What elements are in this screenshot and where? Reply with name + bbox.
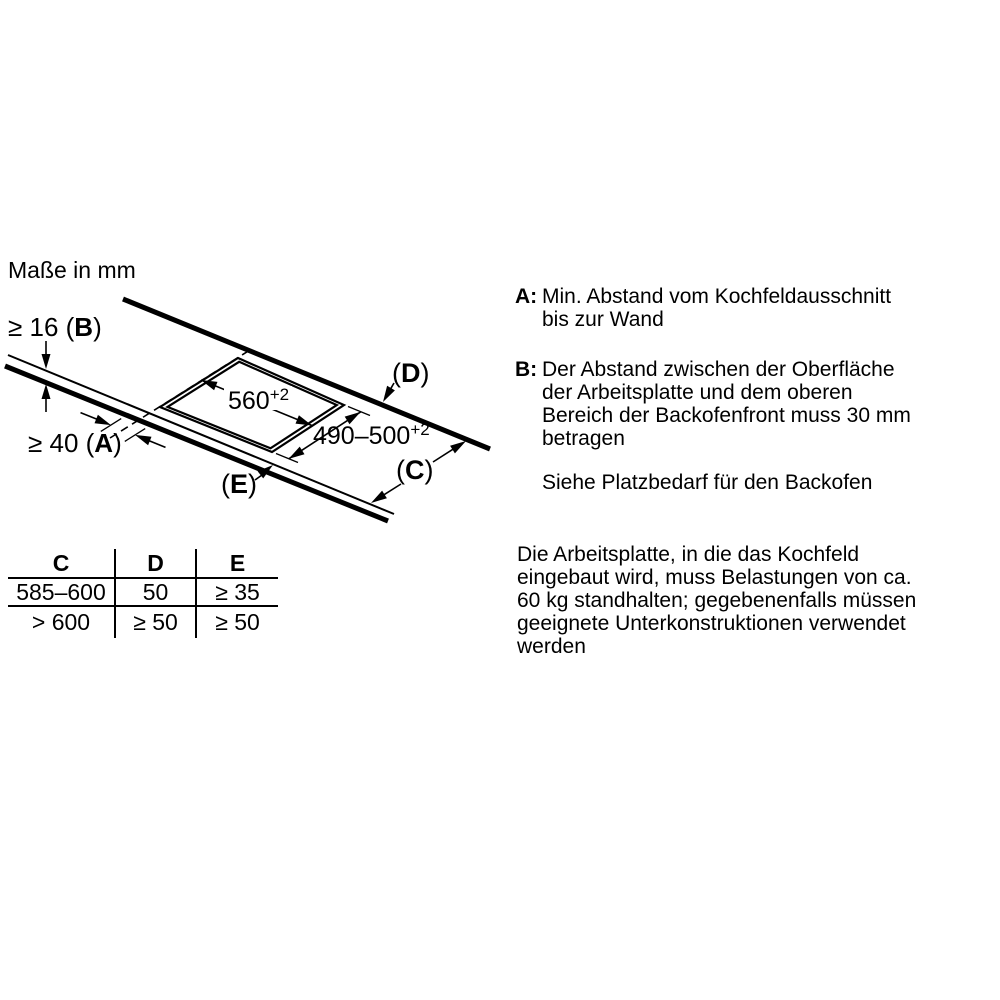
table-cell: 585–600 <box>8 579 114 607</box>
label-c: (C) <box>396 455 434 485</box>
label-e: (E) <box>221 469 258 499</box>
note-item-b <box>515 358 911 450</box>
worktop-depth-callout <box>371 441 466 503</box>
note-item-a <box>515 285 891 331</box>
note-line: Bereich der Backofenfront muss 30 mm <box>542 404 911 427</box>
table-cell: ≥ 35 <box>195 579 278 607</box>
note-key-b: B: <box>515 358 538 381</box>
note-line: der Arbeitsplatte und dem oberen <box>542 381 853 404</box>
table-cell: 50 <box>114 579 195 607</box>
note-line: betragen <box>542 427 625 450</box>
table-header-d: D <box>114 549 195 579</box>
thickness-label: ≥ 16 (B) <box>8 312 102 342</box>
note-line: geeignete Unterkonstruktionen verwendet <box>517 612 906 635</box>
cutout-depth-label: $490-500^{+2}$ <box>313 420 430 450</box>
table-cell: ≥ 50 <box>114 607 195 638</box>
cutout-width-label: $560^{+2}$ <box>228 385 290 415</box>
label-d: (D) <box>392 358 430 388</box>
front-clearance-callout <box>221 465 273 499</box>
note-line: werden <box>517 635 586 658</box>
note-line: Die Arbeitsplatte, in die das Kochfeld <box>517 543 860 566</box>
note-line: 60 kg standhalten; gegebenenfalls müssen <box>517 589 917 612</box>
side-clearance-label: ≥ 40 (A) <box>28 428 122 458</box>
table-cell: > 600 <box>31 609 91 635</box>
note-key-a: A: <box>515 285 538 308</box>
rear-clearance-callout <box>383 358 430 402</box>
note-line: eingebaut wird, muss Belastungen von ca. <box>517 566 912 589</box>
table-cell: ≥ 50 <box>195 607 278 638</box>
note-load-capacity <box>517 543 916 658</box>
note-line: Min. Abstand vom Kochfeldausschnitt <box>542 285 892 308</box>
thickness-dimension-arrows <box>42 341 51 412</box>
table-header-e: E <box>195 549 278 579</box>
note-see-also: Siehe Platzbedarf für den Backofen <box>542 471 873 494</box>
units-caption: Maße in mm <box>8 257 136 283</box>
note-line: bis zur Wand <box>542 308 664 331</box>
table-header-c: C <box>8 549 114 579</box>
note-line: Der Abstand zwischen der Oberfläche <box>542 358 895 381</box>
dimensions-table <box>8 549 278 638</box>
